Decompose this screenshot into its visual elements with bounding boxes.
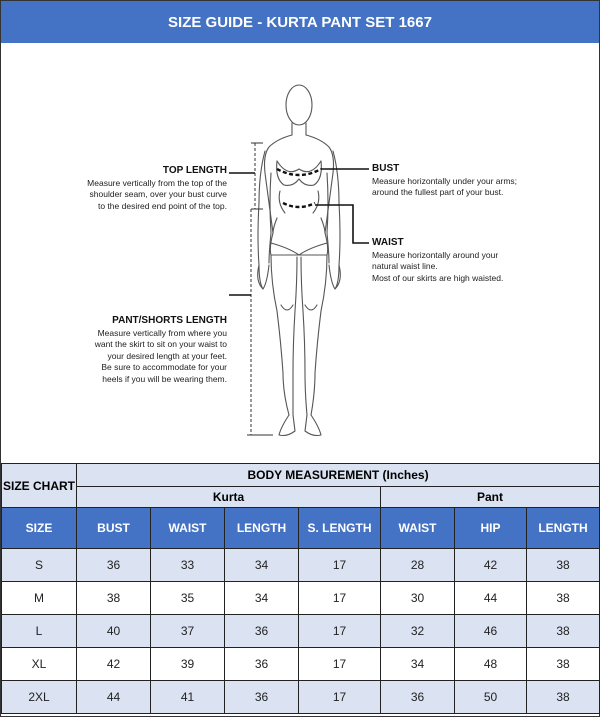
measurement-cell: 44 bbox=[77, 681, 151, 714]
measurement-cell: 17 bbox=[299, 582, 381, 615]
measurement-cell: 35 bbox=[151, 582, 225, 615]
measurement-cell: 38 bbox=[527, 549, 600, 582]
table-row bbox=[2, 648, 600, 681]
measurement-cell: 17 bbox=[299, 681, 381, 714]
size-cell: L bbox=[2, 615, 77, 648]
measurement-cell: 38 bbox=[527, 648, 600, 681]
bust-note: BUST Measure horizontally under your arms; around the fullest part of your bust. bbox=[372, 163, 572, 199]
table-row bbox=[2, 549, 600, 582]
measurement-cell: 32 bbox=[381, 615, 455, 648]
measurement-cell: 46 bbox=[455, 615, 527, 648]
top-length-heading: TOP LENGTH bbox=[162, 165, 227, 176]
table-row bbox=[2, 582, 600, 615]
measurement-diagram bbox=[1, 43, 599, 463]
table-row bbox=[2, 681, 600, 714]
column-header: SIZE bbox=[2, 508, 77, 549]
measurement-cell: 42 bbox=[77, 648, 151, 681]
body-measurement-label: BODY MEASUREMENT (Inches) bbox=[77, 464, 600, 487]
column-header: LENGTH bbox=[225, 508, 299, 549]
measurement-cell: 28 bbox=[381, 549, 455, 582]
measurement-cell: 30 bbox=[381, 582, 455, 615]
waist-measure-line bbox=[283, 203, 315, 207]
measurement-cell: 40 bbox=[77, 615, 151, 648]
measurement-cell: 17 bbox=[299, 648, 381, 681]
column-header: BUST bbox=[77, 508, 151, 549]
top-length-note: TOP LENGTH Measure vertically from the top of the shoulder seam, over your bust curve to the desired end point of the top. bbox=[61, 165, 227, 212]
table-header-row bbox=[2, 508, 600, 549]
measurement-cell: 17 bbox=[299, 615, 381, 648]
measurement-cell: 36 bbox=[225, 615, 299, 648]
page-title: SIZE GUIDE - KURTA PANT SET 1667 bbox=[1, 1, 599, 44]
waist-heading: WAIST bbox=[372, 237, 404, 248]
size-chart-label: SIZE CHART bbox=[2, 464, 77, 508]
measurement-cell: 44 bbox=[455, 582, 527, 615]
figure-head bbox=[286, 85, 312, 125]
bust-heading: BUST bbox=[372, 163, 400, 174]
pant-length-heading: PANT/SHORTS LENGTH bbox=[112, 315, 227, 326]
measurement-cell: 42 bbox=[455, 549, 527, 582]
measurement-cell: 50 bbox=[455, 681, 527, 714]
waist-note: WAIST Measure horizontally around your natural waist line. Most of our skirts are high waisted. bbox=[372, 237, 572, 284]
column-header: WAIST bbox=[381, 508, 455, 549]
measurement-cell: 36 bbox=[225, 648, 299, 681]
measurement-cell: 34 bbox=[225, 582, 299, 615]
pant-length-note: PANT/SHORTS LENGTH Measure vertically from where you want the skirt to sit on your waist to your desired length at your feet. Be sure to accommodate for your heels if you will be wearing them. bbox=[57, 315, 227, 385]
kurta-group-label: Kurta bbox=[77, 487, 381, 508]
measurement-cell: 36 bbox=[225, 681, 299, 714]
size-rows bbox=[2, 549, 600, 714]
measurement-cell: 39 bbox=[151, 648, 225, 681]
measurement-cell: 38 bbox=[527, 582, 600, 615]
size-cell: M bbox=[2, 582, 77, 615]
column-header: S. LENGTH bbox=[299, 508, 381, 549]
size-cell: 2XL bbox=[2, 681, 77, 714]
column-header: HIP bbox=[455, 508, 527, 549]
measurement-cell: 41 bbox=[151, 681, 225, 714]
measurement-cell: 48 bbox=[455, 648, 527, 681]
measurement-cell: 36 bbox=[381, 681, 455, 714]
size-chart-table bbox=[1, 463, 600, 714]
column-header: WAIST bbox=[151, 508, 225, 549]
measurement-cell: 37 bbox=[151, 615, 225, 648]
measurement-cell: 38 bbox=[527, 615, 600, 648]
measurement-cell: 36 bbox=[77, 549, 151, 582]
bust-measure-line bbox=[277, 169, 321, 175]
column-header: LENGTH bbox=[527, 508, 600, 549]
size-cell: XL bbox=[2, 648, 77, 681]
pant-group-label: Pant bbox=[381, 487, 600, 508]
measurement-cell: 34 bbox=[381, 648, 455, 681]
table-row bbox=[2, 615, 600, 648]
measurement-cell: 34 bbox=[225, 549, 299, 582]
size-cell: S bbox=[2, 549, 77, 582]
measurement-cell: 38 bbox=[527, 681, 600, 714]
measurement-cell: 33 bbox=[151, 549, 225, 582]
measurement-cell: 38 bbox=[77, 582, 151, 615]
measurement-cell: 17 bbox=[299, 549, 381, 582]
